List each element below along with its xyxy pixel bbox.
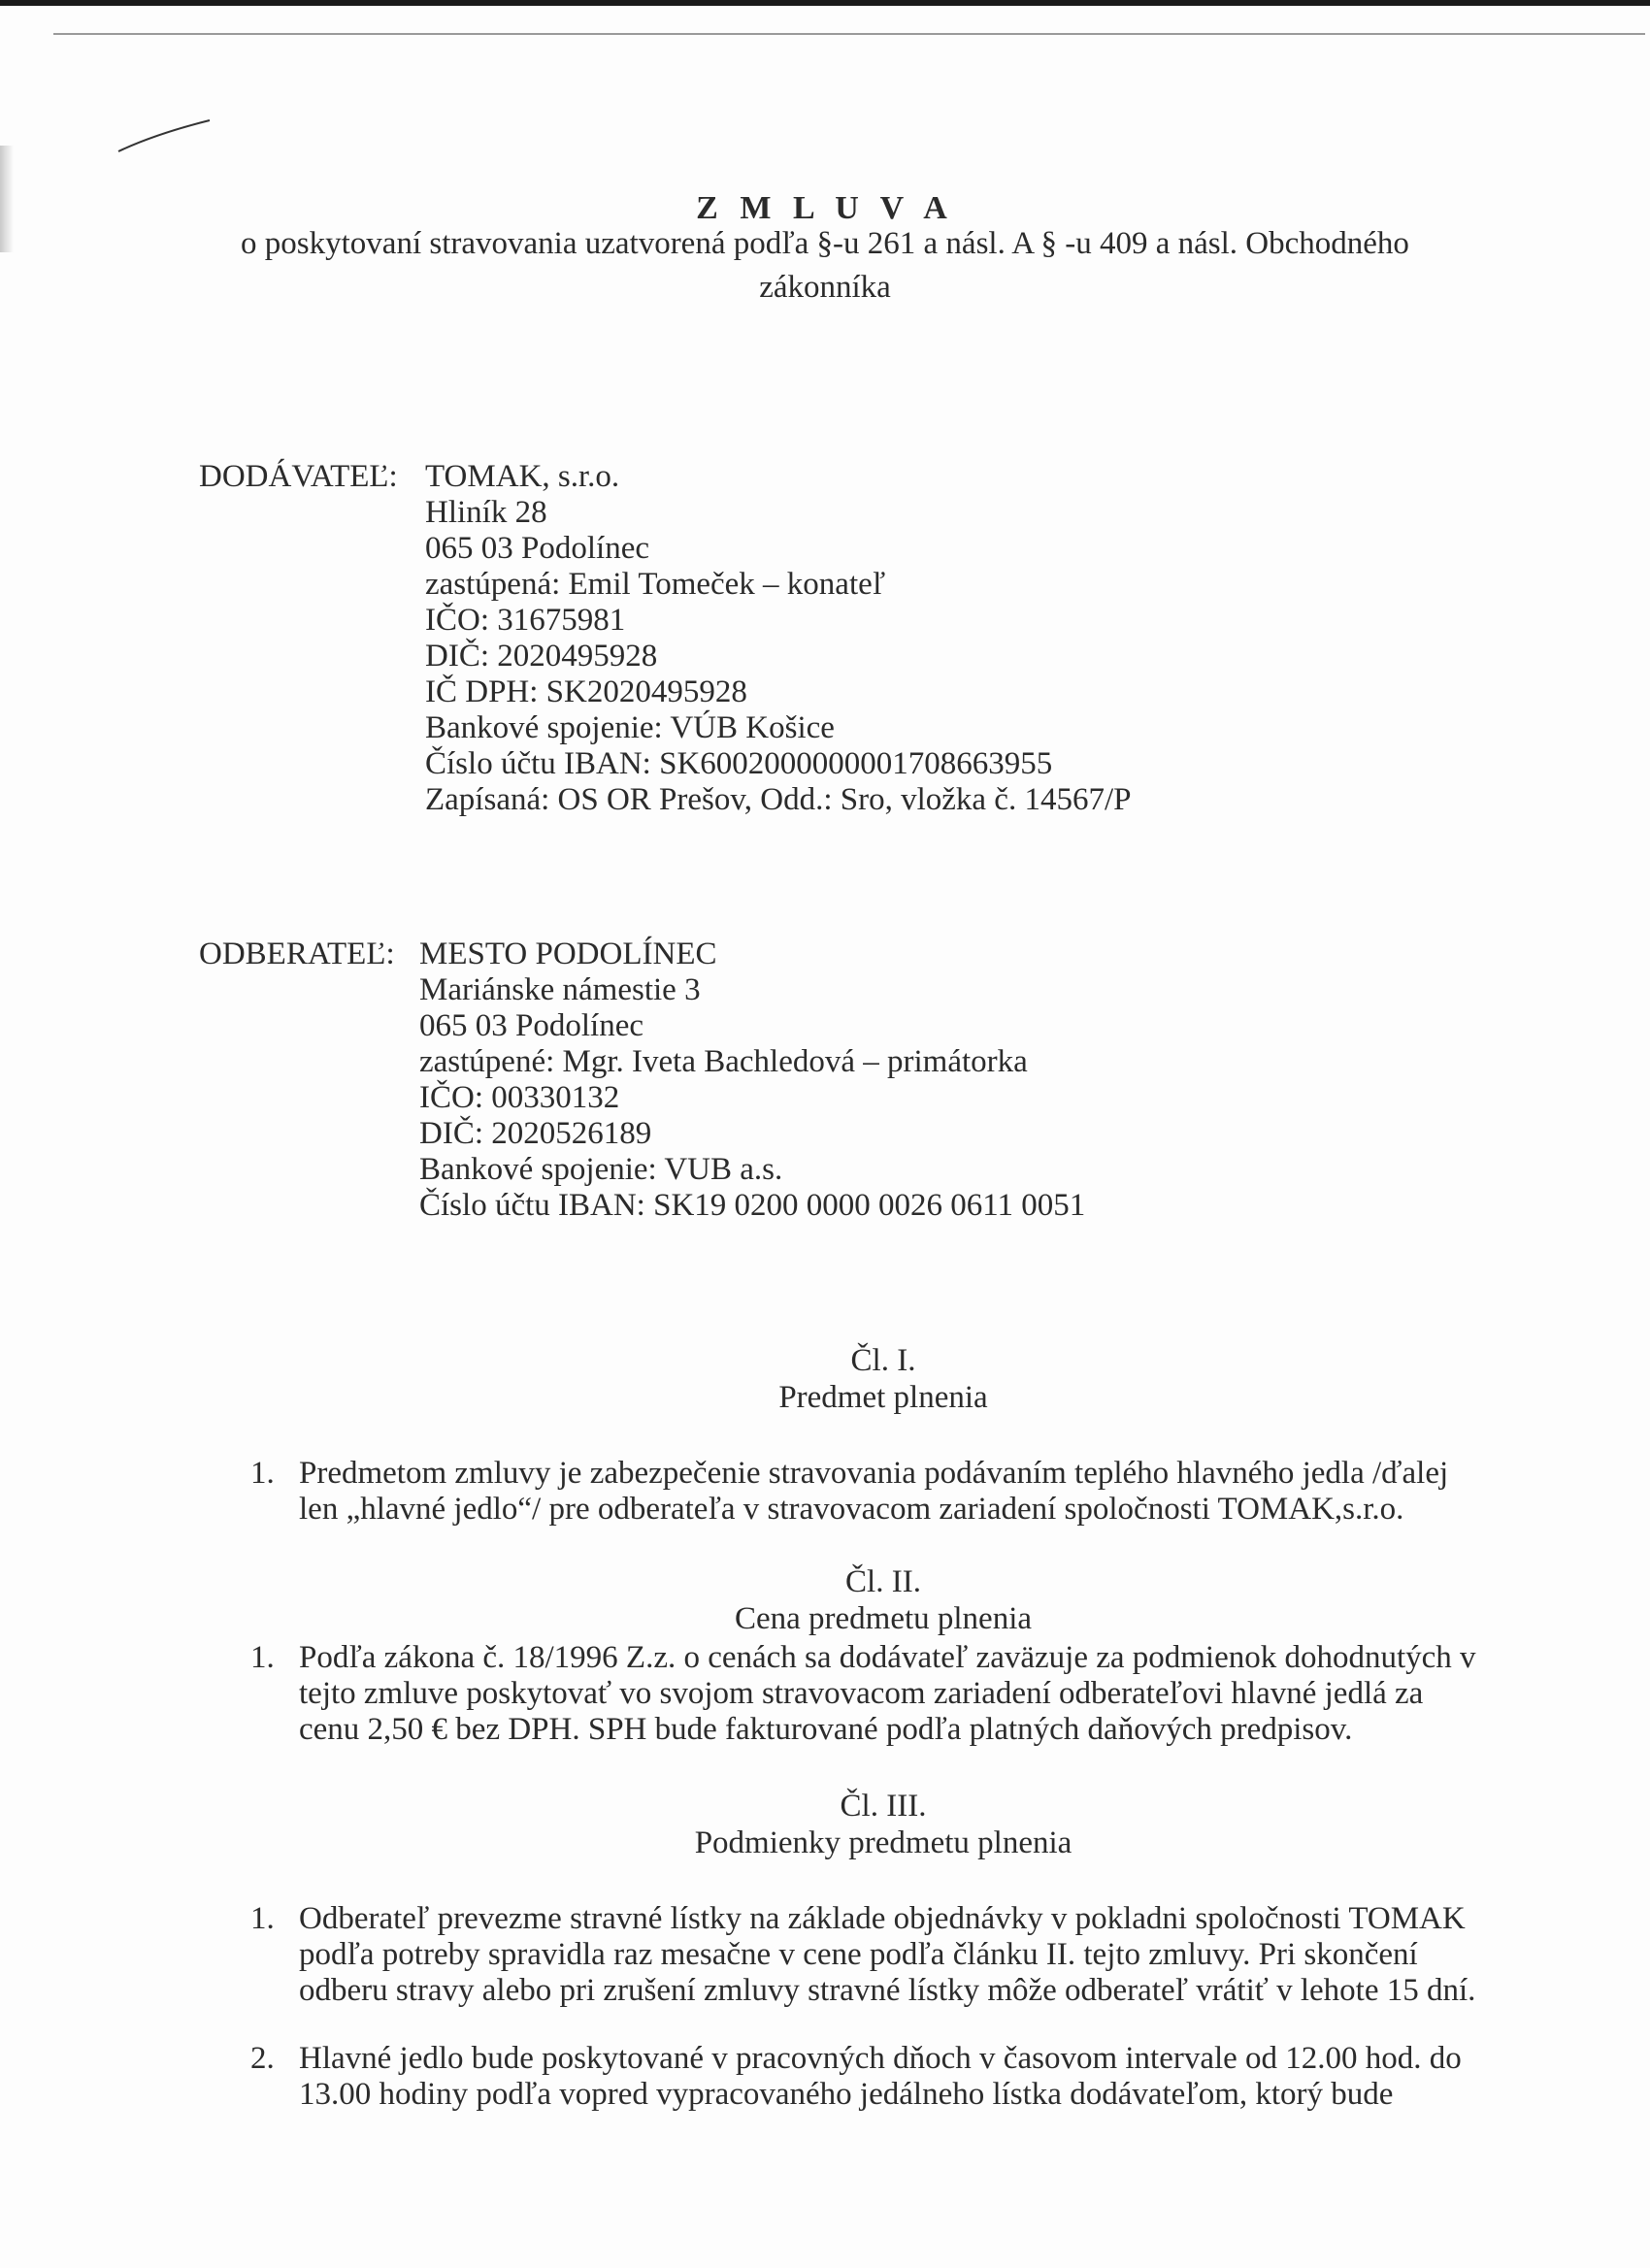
customer-line: zastúpené: Mgr. Iveta Bachledová – primátorka: [419, 1044, 1028, 1079]
customer-line: DIČ: 2020526189: [419, 1116, 652, 1151]
customer-line: IČO: 00330132: [419, 1080, 620, 1115]
article-2-title: Cena predmetu plnenia: [734, 1601, 1033, 1636]
supplier-line: zastúpená: Emil Tomeček – konateľ: [425, 567, 886, 602]
item-line: Podľa zákona č. 18/1996 Z.z. o cenách sa dodávateľ zaväzuje za podmienok dohodnutých v: [299, 1640, 1476, 1675]
item-text: [299, 1901, 1475, 2009]
item-text: [299, 1640, 1476, 1748]
document-title: Z M L U V A: [696, 190, 954, 226]
article-1-number: Čl. I.: [850, 1343, 916, 1378]
customer-line: Číslo účtu IBAN: SK19 0200 0000 0026 0611 0051: [419, 1188, 1086, 1223]
pen-stroke-mark: [116, 116, 214, 155]
document-subtitle-line2: zákonníka: [759, 270, 891, 305]
item-line: len „hlavné jedlo“/ pre odberateľa v stravovacom zariadení spoločnosti TOMAK,s.r.o.: [299, 1492, 1404, 1527]
supplier-line: Číslo účtu IBAN: SK6002000000001708663955: [425, 746, 1053, 781]
item-text: [299, 1456, 1448, 1528]
customer-label: ODBERATEĽ:: [199, 937, 395, 971]
supplier-line: TOMAK, s.r.o.: [425, 459, 620, 494]
customer-line: MESTO PODOLÍNEC: [419, 937, 717, 971]
document-subtitle-line1: o poskytovaní stravovania uzatvorená podľa §-u 261 a násl. A § -u 409 a násl. Obchodného: [241, 226, 1409, 261]
item-text: [299, 2041, 1462, 2113]
supplier-line: Zapísaná: OS OR Prešov, Odd.: Sro, vložka č. 14567/P: [425, 782, 1132, 817]
supplier-line: Hliník 28: [425, 495, 547, 530]
scan-top-edge: [0, 0, 1650, 6]
item-line: 13.00 hodiny podľa vopred vypracovaného jedálneho lístka dodávateľom, ktorý bude: [299, 2077, 1394, 2112]
item-line: tejto zmluve poskytovať vo svojom stravovacom zariadení odberateľovi hlavné jedlá za: [299, 1676, 1424, 1711]
item-line: cenu 2,50 € bez DPH. SPH bude fakturované podľa platných daňových predpisov.: [299, 1712, 1353, 1747]
supplier-line: IČ DPH: SK2020495928: [425, 674, 747, 709]
customer-line: Bankové spojenie: VUB a.s.: [419, 1152, 783, 1187]
supplier-label: DODÁVATEĽ:: [199, 459, 398, 494]
item-line: podľa potreby spravidla raz mesačne v cene podľa článku II. tejto zmluvy. Pri skončení: [299, 1937, 1418, 1972]
scan-line: [53, 33, 1645, 35]
item-number: 1.: [250, 1640, 275, 1675]
article-3-title: Podmienky predmetu plnenia: [694, 1825, 1072, 1860]
item-number: 1.: [250, 1901, 275, 1936]
item-line: Hlavné jedlo bude poskytované v pracovných dňoch v časovom intervale od 12.00 hod. do: [299, 2041, 1462, 2076]
supplier-line: 065 03 Podolínec: [425, 531, 649, 566]
article-3-number: Čl. III.: [840, 1789, 927, 1824]
supplier-line: DIČ: 2020495928: [425, 639, 658, 674]
article-1-title: Predmet plnenia: [778, 1380, 988, 1415]
item-line: odberu stravy alebo pri zrušení zmluvy stravné lístky môže odberateľ vrátiť v lehote 15 dní.: [299, 1973, 1476, 2008]
item-line: Odberateľ prevezme stravné lístky na základe objednávky v pokladni spoločnosti TOMAK: [299, 1901, 1466, 1936]
article-2-number: Čl. II.: [845, 1564, 921, 1599]
item-number: 2.: [250, 2041, 275, 2076]
supplier-line: IČO: 31675981: [425, 603, 626, 638]
customer-details: [419, 937, 1085, 1224]
customer-line: Mariánske námestie 3: [419, 972, 701, 1007]
supplier-details: [425, 459, 1131, 818]
item-number: 1.: [250, 1456, 275, 1491]
customer-line: 065 03 Podolínec: [419, 1008, 644, 1043]
supplier-line: Bankové spojenie: VÚB Košice: [425, 710, 835, 745]
item-line: Predmetom zmluvy je zabezpečenie stravovania podávaním teplého hlavného jedla /ďalej: [299, 1456, 1449, 1491]
